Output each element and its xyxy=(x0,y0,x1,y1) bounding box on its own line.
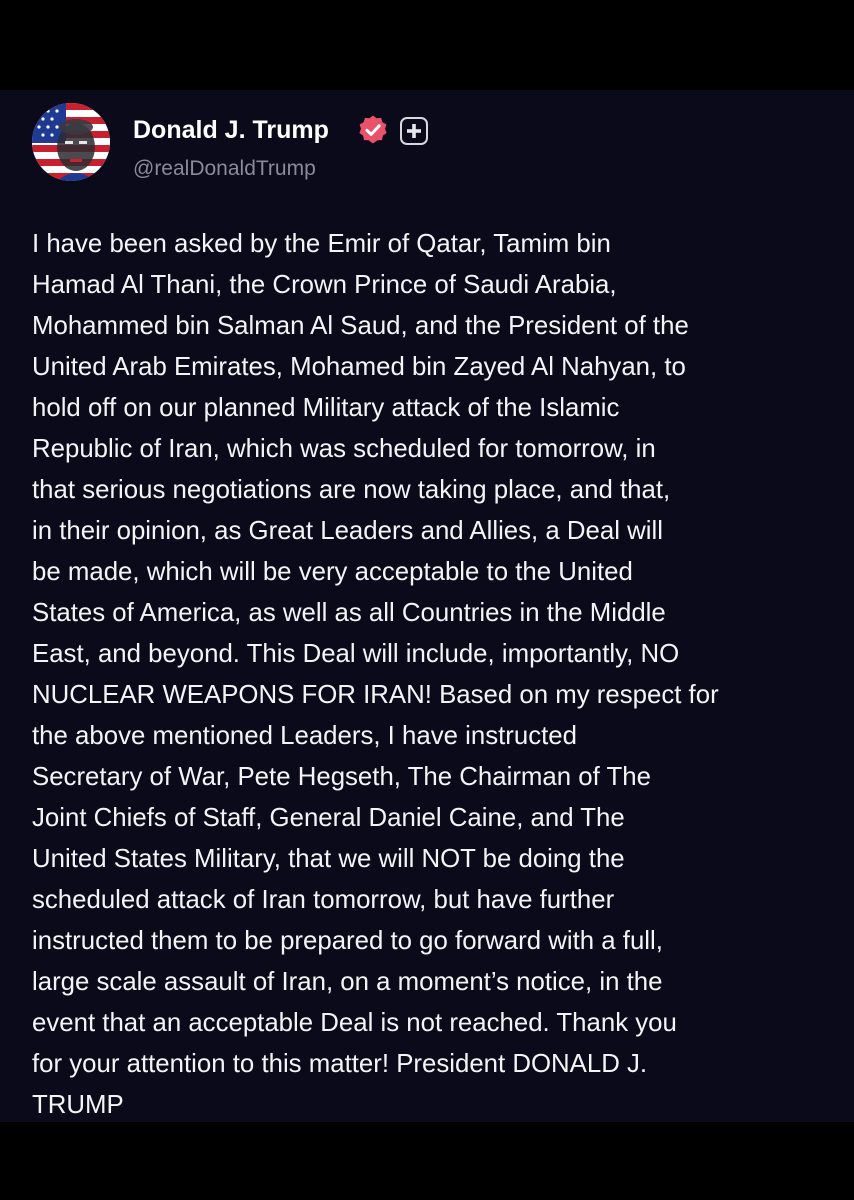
author-handle[interactable]: @realDonaldTrump xyxy=(133,157,316,180)
post-text: I have been asked by the Emir of Qatar, Tamim bin Hamad Al Thani, the Crown Prince of Saudi Arabia, Mohammed bin Salman Al Saud, and the President of the United Arab Emirates, Mohamed bin Zayed Al Nahyan, to hold off on our planned Military attack of the Islamic Republic of Iran, which was scheduled for tomorrow, in that serious negotiations are now taking place, and that, in their opinion, as Great Leaders and Allies, a Deal will be made, which will be very acceptable to the United States of America, as well as all Countries in the Middle East, and beyond. This Deal will include, importantly, NO NUCLEAR WEAPONS FOR IRAN! Based on my respect for the above mentioned Leaders, I have instructed Secretary of War, Pete Hegseth, The Chairman of The Joint Chiefs of Staff, General Daniel Caine, and The United States Military, that we will NOT be doing the scheduled attack of Iran tomorrow, but have further instructed them to be prepared to go forward with a full, large scale assault of Iran, on a moment’s notice, in the event that an acceptable Deal is not reached. Thank you for your attention to this matter! President DONALD J. TRUMP xyxy=(32,230,719,1119)
author-avatar[interactable] xyxy=(32,103,110,181)
plus-badge[interactable] xyxy=(400,117,428,145)
author-name[interactable]: Donald J. Trump xyxy=(133,116,329,144)
flag-portrait-avatar-icon xyxy=(32,103,110,181)
post-card xyxy=(0,90,854,1122)
verified-badge-icon xyxy=(357,114,389,146)
plus-badge-icon xyxy=(402,119,426,143)
